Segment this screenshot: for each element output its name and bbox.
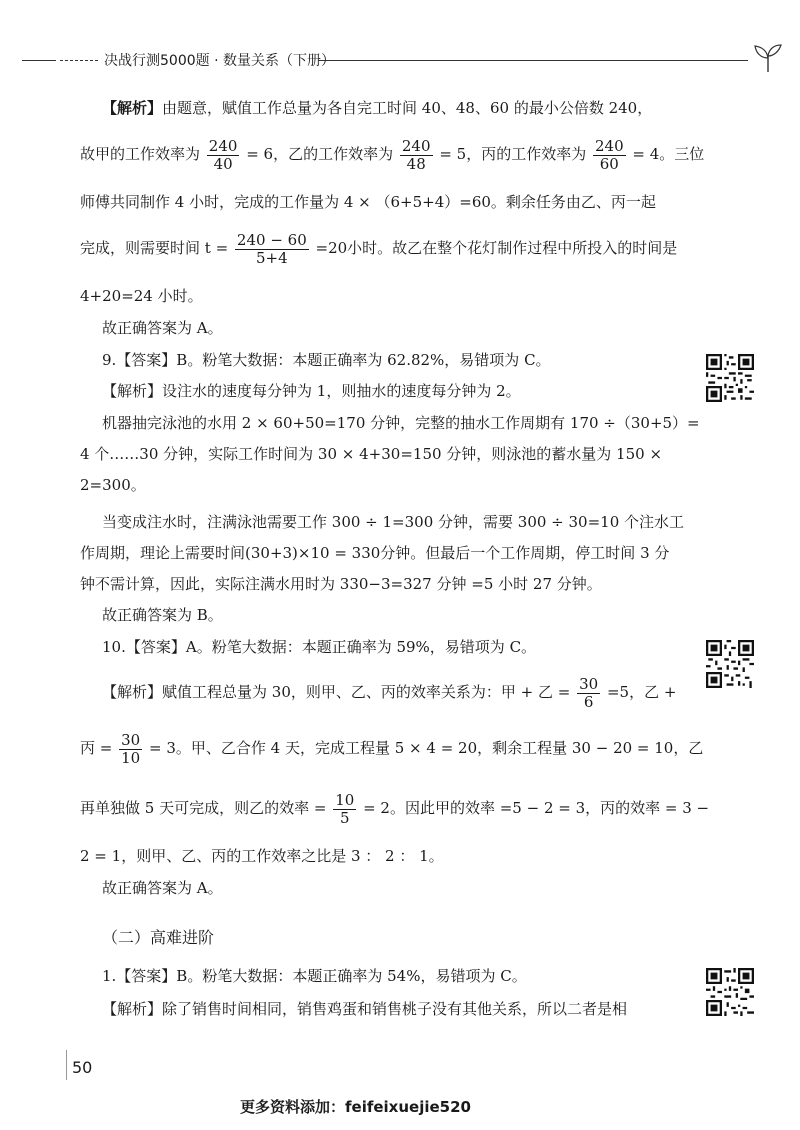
text: =20小时。故乙在整个花灯制作过程中所投入的时间是: [315, 239, 678, 257]
fraction: [119, 732, 142, 767]
text: 故甲的工作效率为: [80, 145, 201, 163]
denominator: 6: [583, 692, 594, 711]
fraction: [207, 138, 240, 173]
text: = 5，丙的工作效率为: [439, 145, 587, 163]
qr-code-icon[interactable]: [706, 640, 754, 688]
analysis-line-3: 师傅共同制作 4 小时，完成的工作量为 4 × （6+5+4）=60。剩余任务由乙、丙一起: [80, 193, 656, 211]
fraction: [577, 676, 600, 711]
qr-code-icon[interactable]: [706, 968, 754, 1016]
q10-answer: 10.【答案】A。粉笔大数据：本题正确率为 59%，易错项为 C。: [102, 638, 537, 656]
text: 由题意，赋值工作总量为各自完工时间 40、48、60 的最小公倍数 240，: [162, 99, 653, 117]
analysis-line-1: [102, 98, 652, 118]
q10-analysis-4: 2 = 1，则甲、乙、丙的工作效率之比是 3 ： 2 ： 1。: [80, 847, 444, 865]
text: = 4。三位: [632, 145, 705, 163]
section-title: （二）高难进阶: [102, 928, 215, 947]
text: 丙 =: [80, 739, 113, 757]
q1-answer: 1.【答案】B。粉笔大数据：本题正确率为 54%，易错项为 C。: [102, 967, 527, 985]
page-number: 50: [72, 1058, 93, 1077]
q10-correct: 故正确答案为 A。: [102, 879, 223, 897]
q10-analysis-3: [80, 788, 709, 828]
header-rule-dashed: [60, 60, 98, 61]
q10-analysis-2: [80, 728, 703, 768]
q1-analysis-1: 【解析】除了销售时间相同，销售鸡蛋和销售桃子没有其他关系，所以二者是相: [102, 1000, 628, 1018]
fraction: [400, 138, 433, 173]
qr-code-icon[interactable]: [706, 354, 754, 402]
q9-correct: 故正确答案为 B。: [102, 606, 223, 624]
analysis-line-5: 4+20=24 小时。: [80, 287, 203, 305]
text: 再单独做 5 天可完成，则乙的效率 =: [80, 799, 327, 817]
denominator: 60: [599, 154, 619, 173]
fraction: [333, 792, 356, 827]
running-header: [22, 42, 782, 78]
q9-analysis-4: 2=300。: [80, 476, 146, 494]
numerator: 10: [335, 790, 355, 809]
footer-text: 更多资料添加：feifeixuejie520: [240, 1098, 471, 1116]
analysis-tag: 【解析】: [102, 99, 163, 117]
numerator: 240: [401, 136, 431, 155]
numerator: 30: [121, 730, 141, 749]
q9-analysis-2: 机器抽完泳池的水用 2 × 60+50=170 分钟，完整的抽水工作周期有 170 ÷（30+5）=: [102, 414, 700, 432]
q9-analysis-5: 当变成注水时，注满泳池需要工作 300 ÷ 1=300 分钟，需要 300 ÷ 30=10 个注水工: [102, 513, 685, 531]
analysis-line-2: [80, 134, 704, 174]
text: = 2。因此甲的效率 =5 − 2 = 3，丙的效率 = 3 −: [363, 799, 710, 817]
q9-analysis-3: 4 个……30 分钟，实际工作时间为 30 × 4+30=150 分钟，则泳池的蓄水量为 150 ×: [80, 445, 663, 463]
header-title: 决战行测5000题 · 数量关系（下册）: [104, 53, 335, 69]
q10-analysis-1: [102, 672, 676, 712]
numerator: 240: [208, 136, 238, 155]
numerator: 240 − 60: [236, 230, 307, 249]
analysis-line-4: [80, 228, 677, 268]
q9-analysis-1: 【解析】设注水的速度每分钟为 1，则抽水的速度每分钟为 2。: [102, 382, 521, 400]
numerator: 30: [579, 674, 599, 693]
fraction: [593, 138, 626, 173]
numerator: 240: [594, 136, 624, 155]
denominator: 40: [213, 154, 233, 173]
denominator: 10: [121, 748, 141, 767]
page-number-rule: [66, 1050, 67, 1080]
answer-line: 故正确答案为 A。: [102, 319, 223, 337]
text: =5，乙 +: [606, 683, 677, 701]
sprout-icon: [750, 42, 786, 74]
q9-answer: 9.【答案】B。粉笔大数据：本题正确率为 62.82%，易错项为 C。: [102, 351, 551, 369]
text: = 6，乙的工作效率为: [246, 145, 394, 163]
text: 【解析】赋值工程总量为 30，则甲、乙、丙的效率关系为：甲 + 乙 =: [102, 683, 571, 701]
header-rule-left: [22, 60, 56, 61]
header-rule-right: [318, 60, 748, 61]
denominator: 48: [406, 154, 426, 173]
denominator: 5+4: [256, 248, 288, 267]
q9-analysis-6: 作周期，理论上需要时间(30+3)×10 = 330分钟。但最后一个工作周期，停工时间 3 分: [80, 544, 670, 562]
text: 完成，则需要时间 t =: [80, 239, 229, 257]
denominator: 5: [339, 808, 350, 827]
q9-analysis-7: 钟不需计算，因此，实际注满水用时为 330−3=327 分钟 =5 小时 27 分钟。: [80, 575, 602, 593]
fraction: [235, 232, 309, 267]
text: = 3。甲、乙合作 4 天，完成工程量 5 × 4 = 20，剩余工程量 30 − 20 = 10，乙: [149, 739, 704, 757]
